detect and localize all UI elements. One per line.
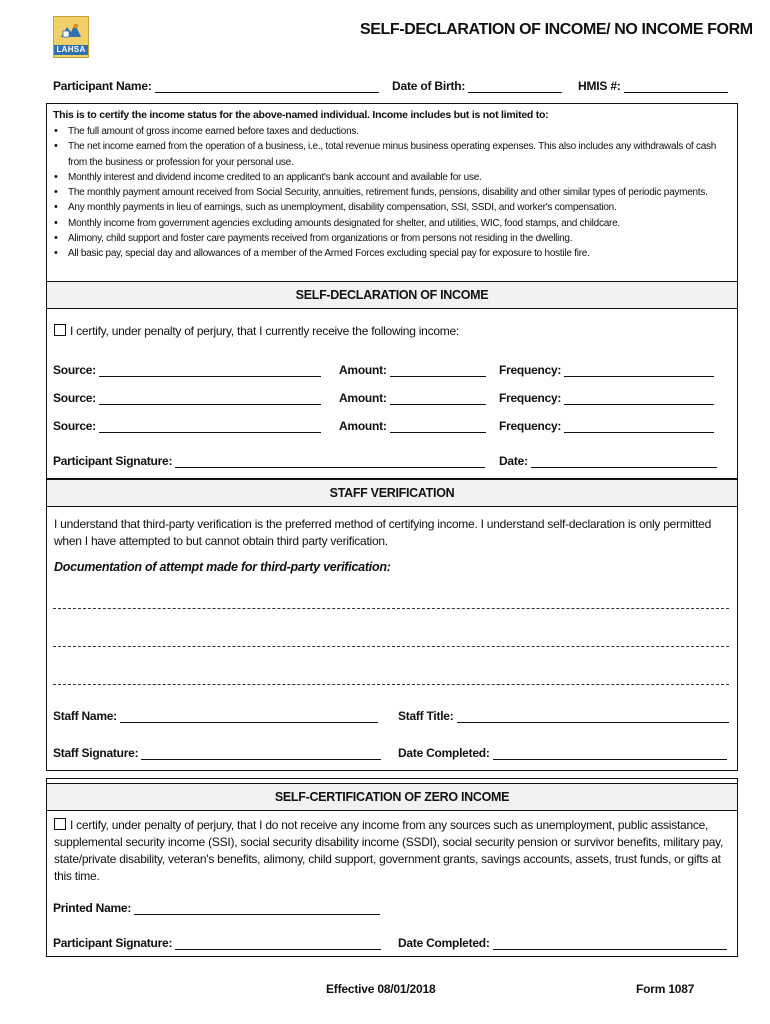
source-line[interactable] (99, 363, 321, 377)
printed-name-line[interactable] (134, 901, 380, 915)
staff-date-completed-line[interactable] (493, 746, 727, 760)
source-label: Source: (53, 363, 96, 377)
list-item: • Monthly income from government agencies excluding amounts designated for shelter, and utilities, WIC, food stamps, and childcare. (53, 216, 725, 231)
list-item: • Monthly interest and dividend income credited to an applicant's bank account and available for use. (53, 170, 725, 185)
income-amount-field[interactable] (339, 363, 486, 377)
source-label: Source: (53, 419, 96, 433)
form-title: SELF-DECLARATION OF INCOME/ NO INCOME FORM (360, 21, 753, 38)
zero-income-signature-line[interactable] (175, 936, 381, 950)
frequency-label: Frequency: (499, 419, 562, 433)
hmis-line[interactable] (624, 80, 728, 93)
list-item: • Any monthly payments in lieu of earnings, such as unemployment, disability compensation, SSI, SSDI, and worker's compensation. (53, 200, 725, 215)
certify-income-checkbox[interactable] (54, 324, 66, 336)
zero-income-certify[interactable] (54, 817, 734, 885)
staff-date-completed-label: Date Completed: (398, 746, 490, 760)
income-frequency-field[interactable] (499, 363, 714, 377)
logo-mark-icon (60, 21, 82, 39)
staff-signature-line[interactable] (141, 746, 381, 760)
dob-label: Date of Birth: (392, 79, 466, 93)
frequency-line[interactable] (564, 363, 714, 377)
source-line[interactable] (99, 391, 321, 405)
zero-income-certify-text: I certify, under penalty of perjury, that I do not receive any income from any sources such as unemployment, public assistance, supplemental security income (SSI), social security disability income (SSDI), social security pension or survivor benefits, military pay, state/private disability, veteran's benefits, alimony, child support, government grants, savings accounts, assets, trust funds, or gifts at this time. (54, 818, 724, 883)
printed-name-field[interactable] (53, 901, 380, 915)
frequency-line[interactable] (564, 419, 714, 433)
income-frequency-field[interactable] (499, 391, 714, 405)
staff-verification-box (46, 479, 738, 771)
list-item: • All basic pay, special day and allowances of a member of the Armed Forces excluding special pay for exposure to hostile fire. (53, 246, 725, 261)
certify-zero-income-checkbox[interactable] (54, 818, 66, 830)
zero-income-signature-label: Participant Signature: (53, 936, 173, 950)
amount-line[interactable] (390, 391, 486, 405)
staff-signature-label: Staff Signature: (53, 746, 139, 760)
amount-line[interactable] (390, 363, 486, 377)
income-source-field[interactable] (53, 363, 321, 377)
signature-date-label: Date: (499, 454, 528, 468)
income-intro-text: This is to certify the income status for the above-named individual. Income includes but is not limited to: (53, 109, 549, 121)
income-amount-field[interactable] (339, 391, 486, 405)
zero-income-box (46, 778, 738, 957)
participant-signature-field[interactable] (53, 454, 485, 468)
list-item: • The net income earned from the operation of a business, i.e., total revenue minus business operating expenses. This also includes any withdrawals of cash from the business or profession for your personal use. (53, 139, 725, 170)
income-definition-list (53, 124, 725, 262)
zero-income-date-line[interactable] (493, 936, 727, 950)
signature-date-field[interactable] (499, 454, 717, 468)
lahsa-logo (53, 16, 89, 58)
staff-name-label: Staff Name: (53, 709, 117, 723)
frequency-label: Frequency: (499, 391, 562, 405)
printed-name-label: Printed Name: (53, 901, 132, 915)
amount-label: Amount: (339, 391, 387, 405)
staff-signature-field[interactable] (53, 746, 381, 760)
income-amount-field[interactable] (339, 419, 486, 433)
certify-income-text: I certify, under penalty of perjury, that I currently receive the following income: (70, 324, 459, 338)
list-item: • The full amount of gross income earned before taxes and deductions. (53, 124, 725, 139)
participant-signature-line[interactable] (175, 454, 485, 468)
amount-label: Amount: (339, 363, 387, 377)
income-frequency-field[interactable] (499, 419, 714, 433)
list-item: • The monthly payment amount received from Social Security, annuities, retirement funds, pensions, disability and other similar types of periodic payments. (53, 185, 725, 200)
participant-name-line[interactable] (155, 80, 379, 93)
income-source-field[interactable] (53, 391, 321, 405)
logo-wordmark: LAHSA (54, 45, 88, 55)
documentation-heading: Documentation of attempt made for third-party verification: (54, 560, 391, 574)
zero-income-heading: SELF-CERTIFICATION OF ZERO INCOME (47, 783, 737, 811)
form-number: Form 1087 (636, 982, 695, 996)
income-source-field[interactable] (53, 419, 321, 433)
staff-verification-heading: STAFF VERIFICATION (47, 480, 737, 507)
dob-field[interactable] (392, 79, 562, 93)
self-declaration-heading: SELF-DECLARATION OF INCOME (47, 281, 737, 309)
staff-title-line[interactable] (457, 709, 729, 723)
participant-signature-label: Participant Signature: (53, 454, 173, 468)
dob-line[interactable] (468, 80, 562, 93)
frequency-line[interactable] (564, 391, 714, 405)
self-declaration-certify[interactable] (54, 323, 459, 340)
staff-verification-text: I understand that third-party verification is the preferred method of certifying income. I understand self-declaration is only permitted when I have attempted to but cannot obtain third party verification. (54, 517, 712, 548)
amount-line[interactable] (390, 419, 486, 433)
signature-date-line[interactable] (531, 454, 717, 468)
staff-name-field[interactable] (53, 709, 378, 723)
documentation-line-2[interactable] (53, 646, 729, 647)
list-item: • Alimony, child support and foster care payments received from organizations or from persons not residing in the dwelling. (53, 231, 725, 246)
staff-date-completed-field[interactable] (398, 746, 727, 760)
income-declaration-box (46, 103, 738, 479)
zero-income-date-label: Date Completed: (398, 936, 490, 950)
documentation-line-3[interactable] (53, 684, 729, 685)
effective-date: Effective 08/01/2018 (326, 982, 436, 996)
staff-name-line[interactable] (120, 709, 378, 723)
amount-label: Amount: (339, 419, 387, 433)
zero-income-date-field[interactable] (398, 936, 727, 950)
documentation-line-1[interactable] (53, 608, 729, 609)
staff-title-field[interactable] (398, 709, 729, 723)
source-label: Source: (53, 391, 96, 405)
hmis-field[interactable] (578, 79, 728, 93)
zero-income-signature-field[interactable] (53, 936, 381, 950)
source-line[interactable] (99, 419, 321, 433)
participant-name-label: Participant Name: (53, 79, 152, 93)
hmis-label: HMIS #: (578, 79, 621, 93)
frequency-label: Frequency: (499, 363, 562, 377)
participant-name-field[interactable] (53, 79, 379, 93)
staff-title-label: Staff Title: (398, 709, 454, 723)
